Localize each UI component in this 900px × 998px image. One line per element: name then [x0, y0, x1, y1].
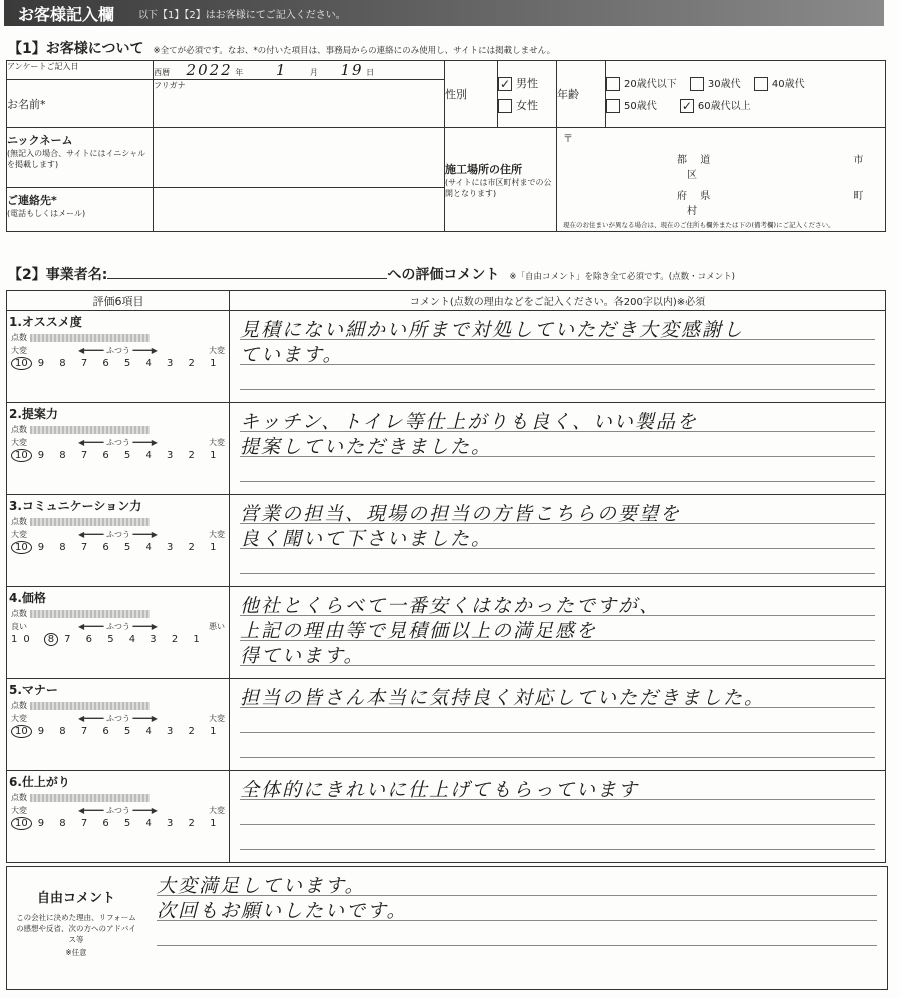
score-circled: 10	[11, 357, 32, 370]
items-header: 評価6項目	[7, 291, 230, 311]
evaluation-table	[6, 290, 886, 863]
age-50-checkbox[interactable]	[606, 99, 620, 113]
comment-line	[240, 708, 875, 733]
comment-line	[240, 733, 875, 758]
item-row-5: 5.マナー 点数 大変 ◀━━━━ ふつう ━━━━▶ 大変 10 9 8 7 6 5 4 3 2 1 担当の皆さん本当に気持良く対応していただきました。	[7, 679, 886, 771]
name-label: お名前*	[7, 97, 46, 111]
comment-line	[240, 800, 875, 825]
comment-line: 見積にない細かい所まで対処していただき大変感謝し	[240, 315, 875, 340]
section2-title	[8, 264, 735, 284]
normal-label: ふつう	[106, 438, 130, 447]
item-title: 3.コミュニケーション力	[9, 499, 142, 513]
sex-label: 性別	[445, 88, 467, 101]
customer-table	[6, 60, 886, 232]
banner-subtitle: 以下【1】【2】はお客様にてご記入ください。	[138, 9, 346, 21]
address-note: (サイトには市区町村までの公開となります)	[445, 177, 552, 198]
big-label-right: 大変	[209, 530, 225, 539]
normal-label: ふつう	[106, 622, 130, 631]
comment-line	[240, 365, 875, 390]
big-label-right: 大変	[209, 438, 225, 447]
big-label: 大変	[11, 438, 27, 447]
score-nums: 9 8 7 6 5 4 3 2 1	[37, 358, 223, 369]
age-40-label: 40歳代	[771, 79, 805, 90]
ken-label: 県	[700, 191, 711, 202]
item-title: 5.マナー	[9, 683, 58, 697]
score-nums: 9 8 7 6 5 4 3 2 1	[37, 726, 223, 737]
item-row-2: 2.提案力 点数 大変 ◀━━━━ ふつう ━━━━▶ 大変 10 9 8 7 6 5 4 3 2 1 キッチン、トイレ等仕上がりも良く、いい製品を 提案していただきました。	[7, 403, 886, 495]
score-label: 点数	[11, 701, 27, 710]
comment-line: 良く聞いて下さいました。	[240, 524, 875, 549]
score-circled: 10	[11, 817, 32, 830]
nickname-field[interactable]	[154, 128, 445, 188]
era-label: 西暦	[154, 68, 170, 77]
month-value: 1	[275, 61, 288, 79]
big-label-right: 大変	[209, 806, 225, 815]
score-label: 点数	[11, 793, 27, 802]
shi-label: 市	[853, 155, 864, 166]
score-max: 10	[11, 634, 36, 645]
contact-field[interactable]	[154, 188, 445, 232]
score-label: 点数	[11, 333, 27, 342]
score-nums: 9 8 7 6 5 4 3 2 1	[37, 542, 223, 553]
score-nums: 9 8 7 6 5 4 3 2 1	[37, 450, 223, 461]
ku-label: 区	[687, 170, 697, 181]
age-30-label: 30歳代	[707, 79, 741, 90]
score-circled: 10	[11, 449, 32, 462]
item-row-4: 4.価格 点数 良い ◀━━━━ ふつう ━━━━▶ 悪い 10 8 7 6 5 4 3 2 1 他社とくらべて一番安くはなかったですが、 上記の理由等で見積価以上の満足感を 得ています。	[7, 587, 886, 679]
comment-line: 提案していただきました。	[240, 432, 875, 457]
normal-label: ふつう	[106, 346, 130, 355]
contact-label: ご連絡先*	[7, 194, 57, 207]
age-60-checkbox[interactable]: ✓	[681, 99, 692, 113]
free-comment-line	[157, 921, 877, 946]
big-label: 大変	[11, 530, 27, 539]
normal-label: ふつう	[106, 806, 130, 815]
female-checkbox[interactable]	[498, 99, 512, 113]
postal-mark: 〒	[563, 134, 573, 145]
item-title: 4.価格	[9, 591, 46, 605]
comment-line: 得ています。	[240, 641, 875, 666]
item-title: 6.仕上がり	[9, 775, 70, 789]
age-label: 年齢	[557, 88, 579, 101]
free-comment-note: この会社に決めた理由、リフォームの感想や反省、次の方へのアドバイス等	[16, 913, 136, 944]
comment-line: 担当の皆さん本当に気持良く対応していただきました。	[240, 683, 875, 708]
score-label: 点数	[11, 517, 27, 526]
date-label: アンケートご記入日	[7, 62, 79, 71]
day-unit: 日	[366, 68, 375, 77]
comment-line: 全体的にきれいに仕上げてもらっています	[240, 775, 875, 800]
age-50-label: 50歳代	[624, 101, 657, 112]
free-comment-lines[interactable]	[157, 871, 877, 946]
cho-label: 町	[853, 191, 864, 202]
comment-line: 他社とくらべて一番安くはなかったですが、	[240, 591, 875, 616]
comment-line: キッチン、トイレ等仕上がりも良く、いい製品を	[240, 407, 875, 432]
address-footer: 現在のお住まいが異なる場合は、現在のご住所も欄外または下の(備考欄)にご記入ください。	[563, 221, 835, 229]
score-nums: 9 8 7 6 5 4 3 2 1	[37, 818, 223, 829]
furigana-label: フリガナ	[154, 81, 186, 90]
male-label: 男性	[516, 77, 538, 90]
big-label: 大変	[11, 346, 27, 355]
item-row-3: 3.コミュニケーション力 点数 大変 ◀━━━━ ふつう ━━━━▶ 大変 10 9 8 7 6 5 4 3 2 1 営業の担当、現場の担当の方皆こちらの要望を 良く聞いて下さいました。	[7, 495, 886, 587]
fu-label: 府	[677, 191, 687, 202]
free-comment-line: 次回もお願いしたいです。	[157, 896, 877, 921]
age-40-checkbox[interactable]	[754, 77, 768, 91]
section1-note: ※全てが必須です。なお、*の付いた項目は、事務局からの連絡にのみ使用し、サイトには掲載しません。	[153, 46, 556, 56]
section1-heading: 【1】お客様について	[8, 41, 144, 57]
score-label: 点数	[11, 609, 27, 618]
comment-line: 営業の担当、現場の担当の方皆こちらの要望を	[240, 499, 875, 524]
month-unit: 月	[309, 68, 318, 77]
item-title: 1.オススメ度	[9, 315, 82, 329]
free-comment-box	[6, 866, 888, 990]
age-20-label: 20歳代以下	[624, 79, 677, 90]
address-label: 施工場所の住所	[445, 162, 522, 176]
normal-label: ふつう	[106, 714, 130, 723]
banner	[4, 0, 884, 26]
section2-heading: 【2】事業者名:	[8, 267, 108, 283]
age-30-checkbox[interactable]	[690, 77, 704, 91]
year-value: 2022	[186, 61, 233, 79]
free-comment-label-area	[7, 867, 145, 958]
day-value: 19	[340, 61, 364, 79]
score-circled: 10	[11, 725, 32, 738]
free-comment-line: 大変満足しています。	[157, 871, 877, 896]
nickname-note: (無記入の場合、サイトにはイニシャルを掲載します)	[7, 149, 146, 169]
female-label: 女性	[516, 99, 538, 112]
big-label-right: 大変	[209, 714, 225, 723]
son-label: 村	[687, 206, 697, 217]
section2-suffix: への評価コメント	[387, 267, 500, 283]
big-label: 大変	[11, 714, 27, 723]
to-label: 都	[677, 155, 687, 166]
item-row-1: 1.オススメ度 点数 大変 ◀━━━━ ふつう ━━━━▶ 大変 10 9 8 7 6 5 4 3 2 1 見積にない細かい所まで対処していただき大変感謝し ています。	[7, 311, 886, 403]
year-unit: 年	[235, 68, 244, 77]
score-circled: 8	[44, 633, 58, 646]
comment-line	[240, 549, 875, 574]
free-comment-optional: ※任意	[65, 948, 87, 957]
big-label: 大変	[11, 806, 27, 815]
nickname-label: ニックネーム	[7, 134, 73, 147]
contact-note: (電話もしくはメール)	[7, 209, 86, 218]
banner-title: お客様記入欄	[18, 4, 115, 24]
good-label: 良い	[11, 622, 27, 631]
normal-label: ふつう	[106, 530, 130, 539]
score-label: 点数	[11, 425, 27, 434]
comment-line	[240, 825, 875, 850]
comment-line: ています。	[240, 340, 875, 365]
item-row-6: 6.仕上がり 点数 大変 ◀━━━━ ふつう ━━━━▶ 大変 10 9 8 7 6 5 4 3 2 1 全体的にきれいに仕上げてもらっています	[7, 771, 886, 863]
big-label-right: 大変	[209, 346, 225, 355]
section1-title	[8, 38, 555, 58]
free-comment-title: 自由コメント	[36, 891, 115, 906]
item-title: 2.提案力	[9, 407, 58, 421]
score-circled: 10	[11, 541, 32, 554]
section2-note: ※「自由コメント」を除き全て必須です。(点数・コメント)	[509, 272, 735, 282]
age-20-checkbox[interactable]	[606, 77, 620, 91]
age-60-label: 60歳代以上	[697, 101, 751, 112]
comment-header: コメント(点数の理由などをご記入ください。各200字以内)※必須	[230, 291, 886, 311]
bad-label: 悪い	[209, 622, 225, 631]
michi-label: 道	[700, 155, 711, 166]
comment-line: 上記の理由等で見積価以上の満足感を	[240, 616, 875, 641]
male-checkbox[interactable]: ✓	[499, 77, 511, 91]
comment-line	[240, 457, 875, 482]
